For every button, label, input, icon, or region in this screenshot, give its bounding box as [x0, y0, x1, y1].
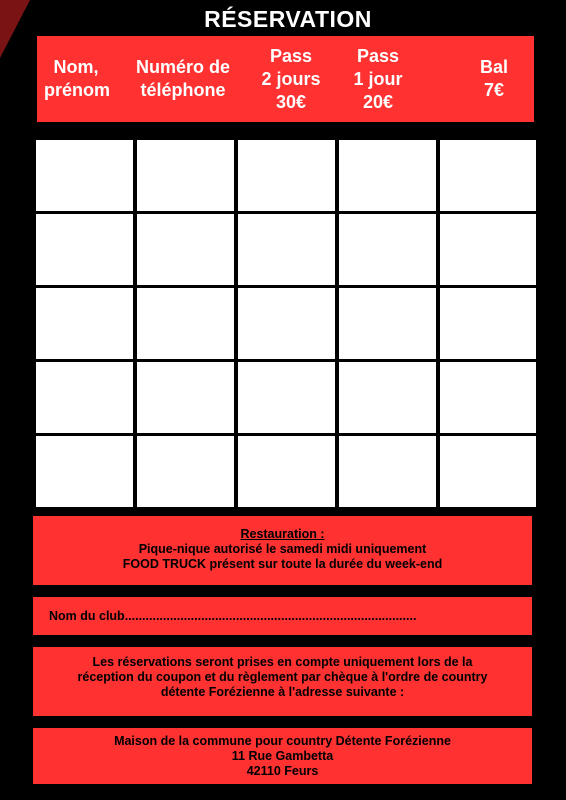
reservations-note: [33, 647, 532, 716]
header-phone: Numéro de téléphone: [135, 57, 231, 100]
grid-cell[interactable]: [137, 436, 234, 507]
reservations-note-line-3: détente Forézienne à l'adresse suivante :: [160, 685, 405, 699]
restauration-line-1: Pique-nique autorisé le samedi midi uniquement: [138, 542, 427, 556]
header-pass-2-days: Pass 2 jours 30€: [261, 45, 321, 112]
grid-cell[interactable]: [137, 288, 234, 359]
address-line-3: 42110 Feurs: [246, 764, 319, 778]
restauration-box: [33, 516, 532, 585]
grid-cell[interactable]: [440, 288, 536, 359]
grid-cell[interactable]: [137, 140, 234, 211]
grid-cell[interactable]: [440, 140, 536, 211]
food-truck-label: FOOD TRUCK: [122, 557, 207, 571]
restauration-line-2: [33, 557, 532, 572]
grid-cell[interactable]: [440, 214, 536, 285]
grid-cell[interactable]: [440, 436, 536, 507]
reservations-note-line-1: Les réservations seront prises en compte uniquement lors de la: [92, 655, 473, 669]
grid-cell[interactable]: [238, 436, 335, 507]
grid-cell[interactable]: [238, 288, 335, 359]
header-pass-1-day: Pass 1 jour 20€: [353, 45, 403, 112]
header-bal: Bal 7€: [479, 57, 508, 100]
grid-cell[interactable]: [238, 214, 335, 285]
grid-cell[interactable]: [339, 140, 436, 211]
grid-cell[interactable]: [137, 214, 234, 285]
address-box: [33, 728, 532, 784]
grid-cell[interactable]: [36, 362, 133, 433]
address-line-2: 11 Rue Gambetta: [231, 749, 334, 763]
reservation-grid: [36, 140, 536, 507]
table-header: [37, 36, 534, 122]
grid-cell[interactable]: [339, 362, 436, 433]
grid-cell[interactable]: [36, 140, 133, 211]
grid-cell[interactable]: [137, 362, 234, 433]
grid-cell[interactable]: [339, 214, 436, 285]
reservations-note-line-2: réception du coupon et du règlement par chèque à l'ordre de country: [77, 670, 488, 684]
club-name-field[interactable]: Nom du club....................................................................................: [33, 597, 532, 635]
address-line-1: Maison de la commune pour country Détente Forézienne: [114, 734, 451, 748]
food-truck-text: présent sur toute la durée du week-end: [206, 557, 443, 571]
grid-cell[interactable]: [339, 436, 436, 507]
grid-cell[interactable]: [36, 214, 133, 285]
grid-cell[interactable]: [339, 288, 436, 359]
grid-cell[interactable]: [36, 288, 133, 359]
page-title: RÉSERVATION: [204, 6, 372, 32]
grid-cell[interactable]: [440, 362, 536, 433]
grid-cell[interactable]: [238, 362, 335, 433]
restauration-title: Restauration :: [240, 527, 325, 541]
grid-cell[interactable]: [238, 140, 335, 211]
header-name: Nom, prénom: [44, 57, 111, 100]
grid-cell[interactable]: [36, 436, 133, 507]
